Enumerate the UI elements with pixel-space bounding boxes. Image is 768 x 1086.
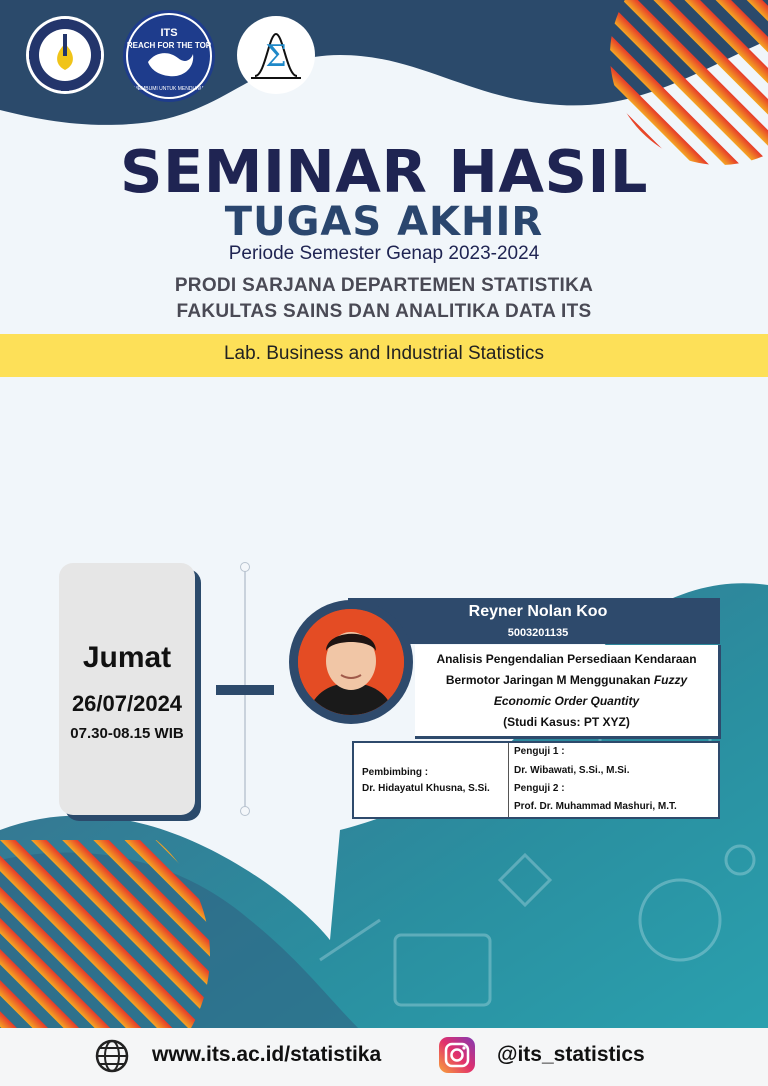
website-link[interactable]: www.its.ac.id/statistika [152, 1043, 382, 1066]
svg-text:Σ: Σ [265, 39, 287, 74]
thesis-line-3 [415, 694, 718, 708]
its-logo-motto: REACH FOR THE TOP [126, 41, 212, 50]
presenter-name: Reyner Nolan Koo [468, 603, 608, 620]
thesis-line-4: (Studi Kasus: PT XYZ) [503, 715, 630, 729]
examiners-box [352, 741, 720, 819]
thesis-line-3-italic: Economic Order Quantity [493, 694, 640, 708]
thesis-title-box [415, 645, 721, 739]
thesis-line-2 [415, 673, 718, 687]
lab-name: Lab. Business and Industrial Statistics [223, 343, 544, 364]
schedule-day: Jumat [82, 641, 172, 674]
its-logo-text: ITS [160, 27, 178, 39]
penguji1-label: Penguji 1 : [514, 746, 565, 757]
timeline-dot-bottom [240, 806, 250, 816]
examiners-divider [508, 743, 509, 817]
timeline-dot-top [240, 562, 250, 572]
presenter-photo [298, 609, 404, 715]
schedule-date: 26/07/2024 [71, 691, 183, 716]
presenter-nrp: 5003201135 [507, 627, 569, 639]
thesis-line-2-text: Bermotor Jaringan M Menggunakan [445, 673, 654, 687]
thesis-line-1: Analisis Pengendalian Persediaan Kendaraan [436, 652, 697, 666]
globe-icon [94, 1038, 130, 1074]
instagram-icon [438, 1036, 476, 1074]
penguji2-name: Prof. Dr. Muhammad Mashuri, M.T. [514, 801, 677, 812]
thesis-line-2-italic: Fuzzy [653, 673, 688, 687]
period-text: Periode Semester Genap 2023-2024 [228, 243, 540, 264]
penguji2-label: Penguji 2 : [514, 783, 565, 794]
its-reach-for-the-top-logo [123, 10, 215, 102]
title-tugas-akhir: TUGAS AKHIR [224, 199, 544, 245]
prodi-line-1: PRODI SARJANA DEPARTEMEN STATISTIKA [174, 275, 594, 296]
statistics-sigma-logo [237, 16, 315, 94]
schedule-time: 07.30-08.15 WIB [70, 725, 184, 742]
penguji1-name: Dr. Wibawati, S.Si., M.Si. [514, 765, 630, 776]
pembimbing-label: Pembimbing : [362, 767, 429, 778]
title-seminar-hasil: SEMINAR HASIL [119, 137, 649, 206]
timeline-connector [216, 685, 274, 695]
schedule-card [59, 563, 195, 815]
prodi-line-2: FAKULTAS SAINS DAN ANALITIKA DATA ITS [176, 301, 592, 322]
pembimbing-name: Dr. Hidayatul Khusna, S.Si. [362, 783, 490, 794]
its-logo-tagline: MEMBUMI UNTUK MENDUNIA [133, 86, 205, 92]
lab-banner [0, 334, 768, 377]
its-emblem-logo [26, 16, 104, 94]
instagram-handle[interactable]: @its_statistics [497, 1043, 645, 1066]
